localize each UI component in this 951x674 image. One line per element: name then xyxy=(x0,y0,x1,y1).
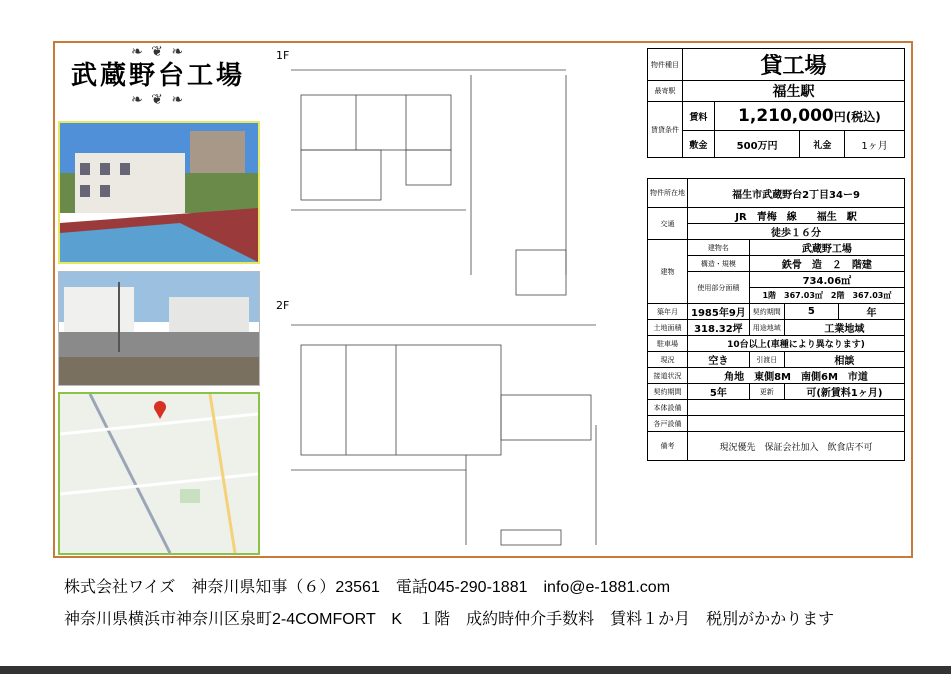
ornament-top: ❧ ❦ ❧ xyxy=(130,44,186,60)
ornament-bottom: ❧ ❦ ❧ xyxy=(130,92,186,108)
delivery-value: 相談 xyxy=(784,352,904,368)
details-table: 物件所在地 福生市武蔵野台2丁目34ー9 交通 JR 青梅 線 福生 駅 徒歩１６分 建物 建物名 武蔵野工場 構造・規模 鉄骨 造 ２ 階建 使用部分面積 734.06㎡ 1階 367.03㎡ 2階 367.03㎡ 築年月 1985年9月 契約期間 5 年 土地面積 318.32坪 用途地域 工業地域 駐車場 10台以上(車種により異なります) 現況 空き 引渡日 相談 接道状況 角地 東側8M 南側6M 市道 契約期間 5年 更新 可(新賃料1ヶ月) 本体設備 各戸設備 備考 現況優先 保証会社加入 飲食店不可 xyxy=(647,178,905,461)
building-name: 武蔵野工場 xyxy=(749,240,904,256)
notes-value: 現況優先 保証会社加入 飲食店不可 xyxy=(688,432,905,461)
company-info: 株式会社ワイズ 神奈川県知事（６）23561 電話045-290-1881 info@e-1881.com xyxy=(64,579,671,596)
rent-table: 物件種目 貸工場 最寄駅 福生駅 賃貸条件 賃料 1,210,000円(税込) 敷金 500万円 礼金 1ヶ月 xyxy=(647,48,905,158)
bottom-bar xyxy=(0,666,951,674)
zone-value: 工業地域 xyxy=(784,320,904,336)
area-floors: 1階 367.03㎡ 2階 367.03㎡ xyxy=(749,288,904,304)
traffic-walk: 徒歩１６分 xyxy=(688,224,905,240)
built-value: 1985年9月 xyxy=(688,304,750,320)
floor-plan-drawing xyxy=(266,45,638,553)
exterior-photo xyxy=(58,121,260,264)
area-value: 734.06㎡ xyxy=(749,272,904,288)
floor2-label: 2F xyxy=(276,299,290,312)
property-type: 貸工場 xyxy=(683,49,905,81)
contract-value: 5年 xyxy=(688,384,750,400)
street-photo xyxy=(58,271,260,386)
keymoney-value: 1ヶ月 xyxy=(845,131,905,158)
address-value: 福生市武蔵野台2丁目34ー9 xyxy=(688,179,905,208)
title-block xyxy=(58,45,258,117)
land-value: 318.32坪 xyxy=(688,320,750,336)
deposit-value: 500万円 xyxy=(714,131,800,158)
traffic-line: JR 青梅 線 福生 駅 xyxy=(688,208,905,224)
status-value: 空き xyxy=(688,352,750,368)
renew-value: 可(新賃料1ヶ月) xyxy=(784,384,904,400)
road-value: 角地 東側8M 南側6M 市道 xyxy=(688,368,905,384)
rent-price: 1,210,000円(税込) xyxy=(714,102,904,131)
floor1-label: 1F xyxy=(276,49,290,62)
parking-value: 10台以上(車種により異なります) xyxy=(688,336,905,352)
structure-value: 鉄骨 造 ２ 階建 xyxy=(749,256,904,272)
floor-plans xyxy=(266,45,638,553)
nearest-station: 福生駅 xyxy=(683,81,905,102)
location-map xyxy=(58,392,260,555)
company-address: 神奈川県横浜市神奈川区泉町2-4COMFORT K １階 成約時仲介手数料 賃料１か月 税別がかかります xyxy=(64,611,835,628)
property-title: 武蔵野台工場 xyxy=(70,61,245,91)
